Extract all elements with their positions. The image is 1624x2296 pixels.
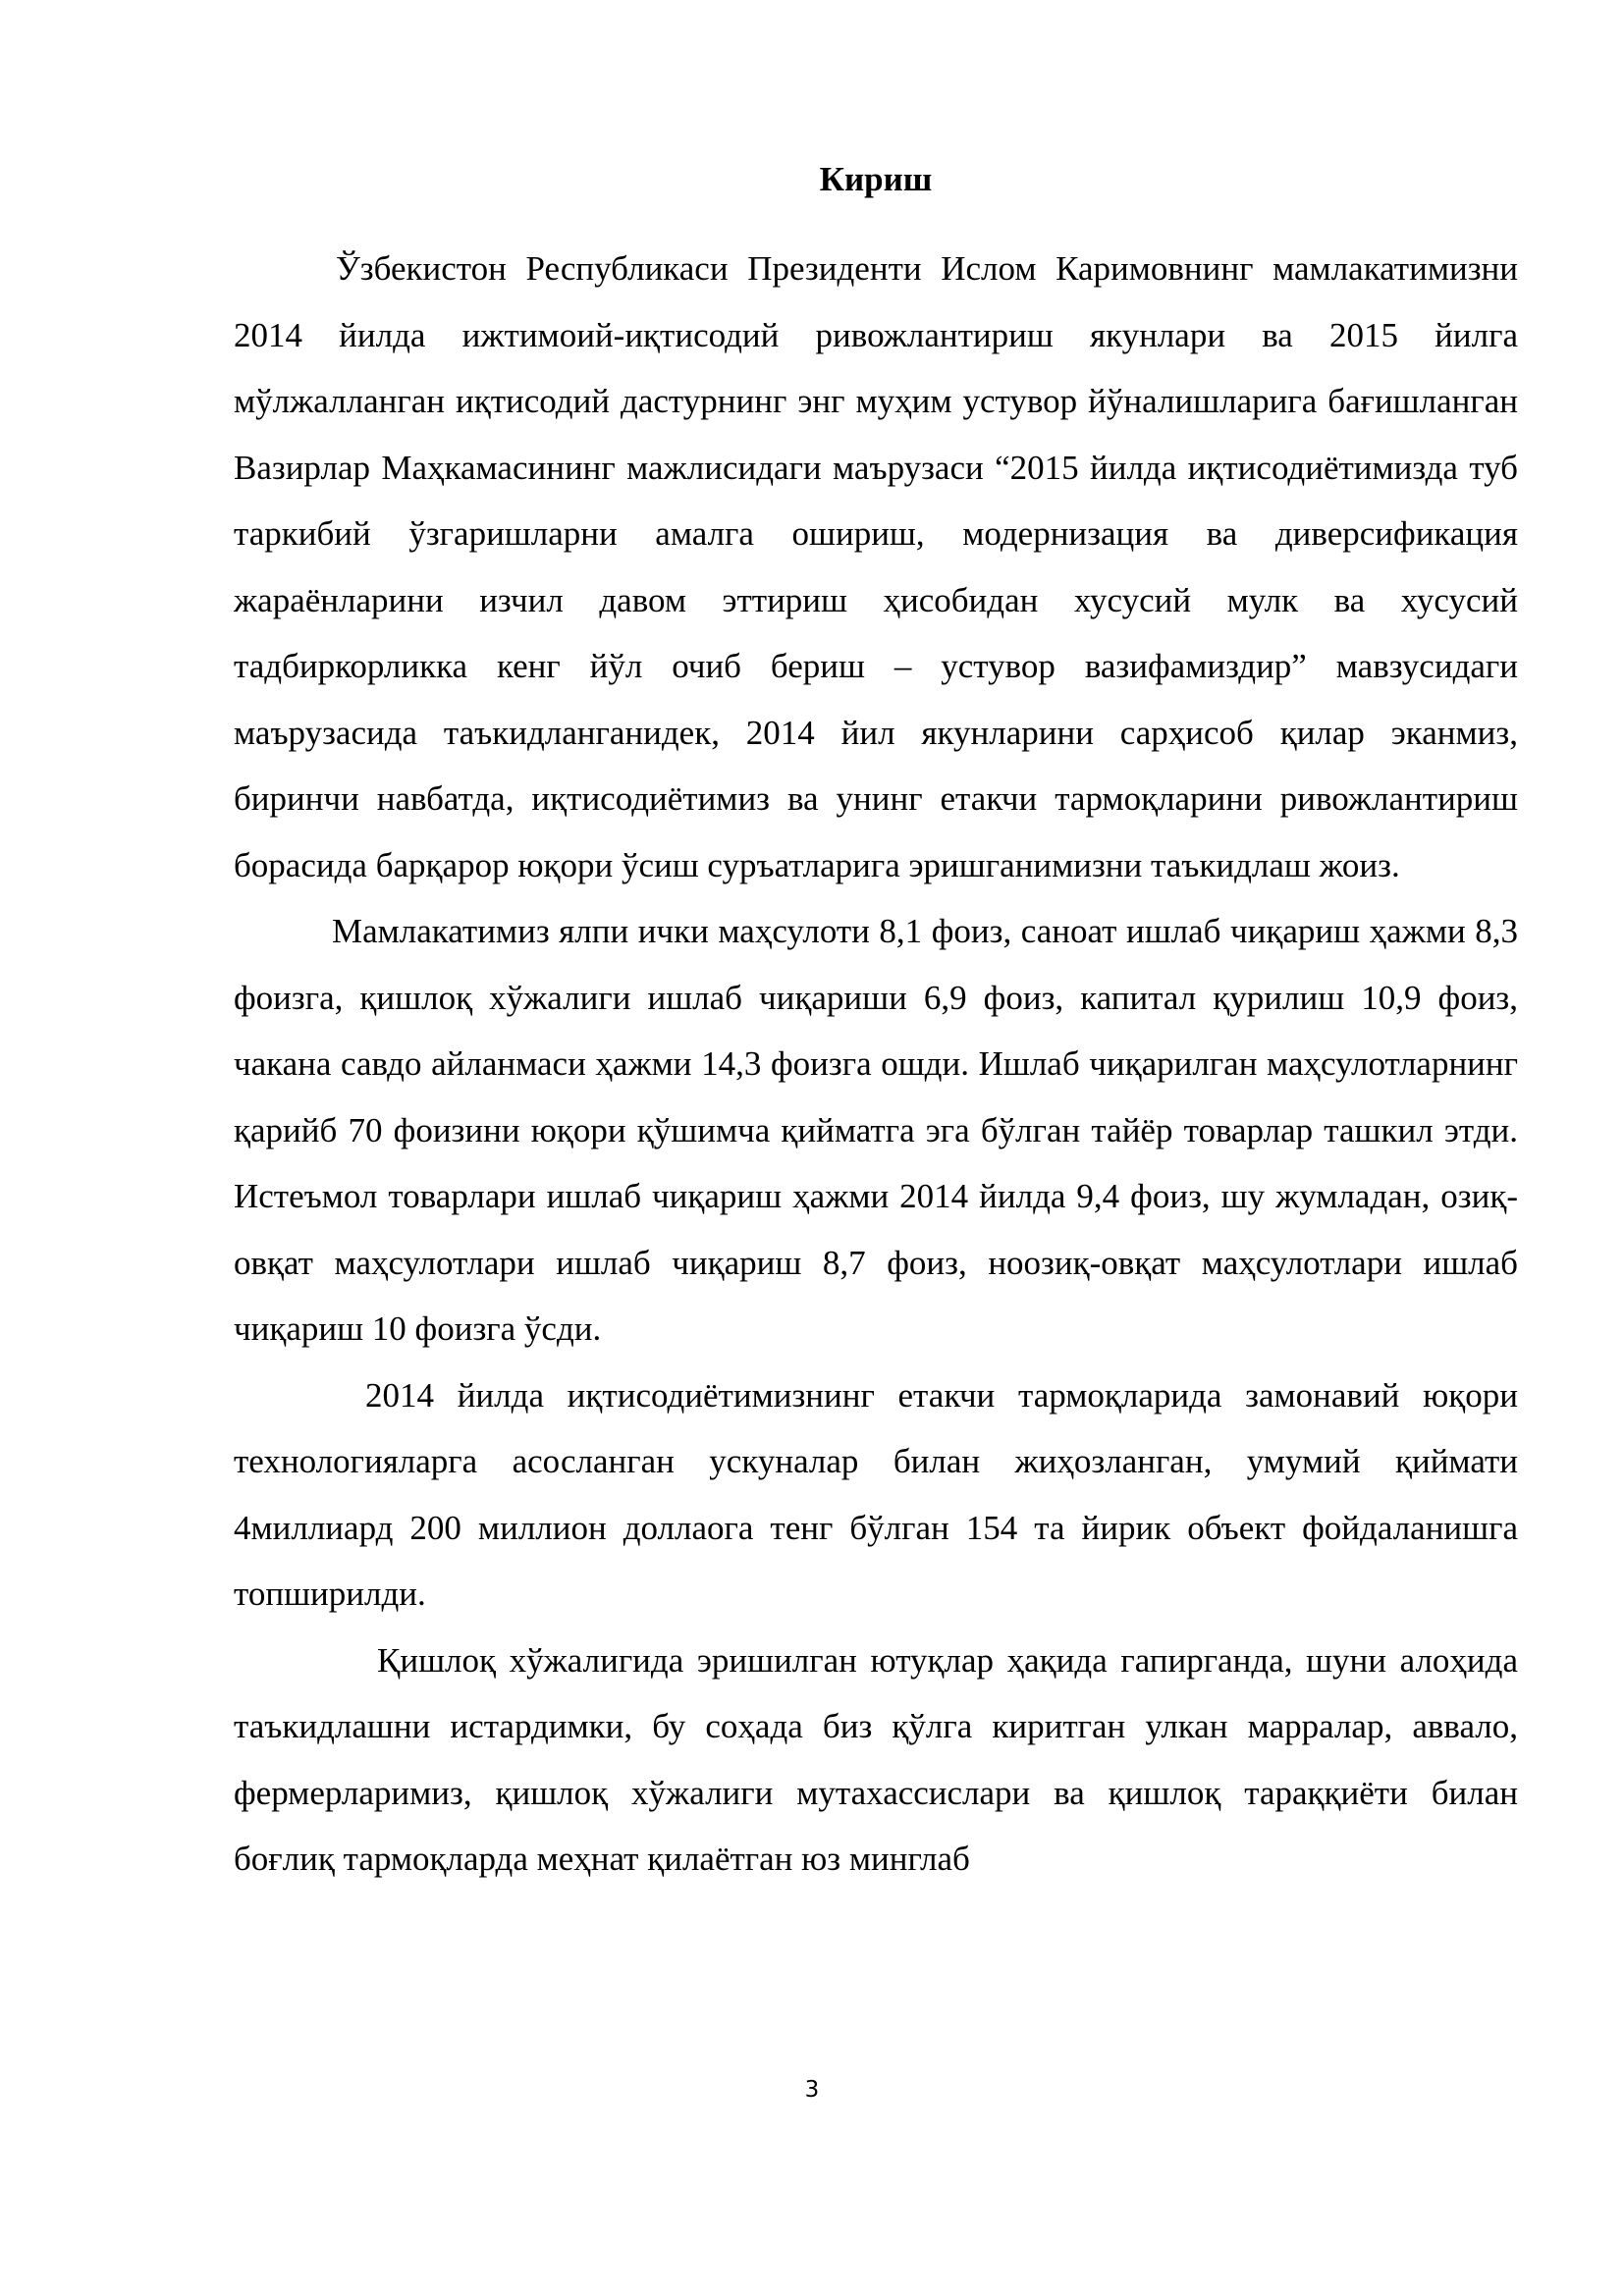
page-content bbox=[234, 157, 1518, 1893]
page-number: 3 bbox=[804, 2077, 820, 2103]
paragraph-gdp-growth: Мамлакатимиз ялпи ички маҳсулоти 8,1 фоиз, саноат ишлаб чиқариш ҳажми 8,3 фоизга, қишлоқ хўжалиги ишлаб чиқариши 6,9 фоиз, капитал қурилиш 10,9 фоиз, чакана савдо айланмаси ҳажми 14,3 фоизга ошди. Ишлаб чиқарилган маҳсулотларнинг қарийб 70 фоизини юқори қўшимча қийматга эга бўлган тайёр товарлар ташкил этди. Истеъмол товарлари ишлаб чиқариш ҳажми 2014 йилда 9,4 фоиз, шу жумладан, озиқ-овқат маҳсулотлари ишлаб чиқариш 8,7 фоиз, ноозиқ-овқат маҳсулотлари ишлаб чиқариш 10 фоизга ўсди. bbox=[234, 912, 1518, 1348]
paragraph-intro: Ўзбекистон Республикаси Президенти Ислом Каримовнинг мамлакатимизни 2014 йилда ижтимоий-иқтисодий ривожлантириш якунлари ва 2015 йилга мўлжалланган иқтисодий дастурнинг энг муҳим устувор йўналишларига бағишланган Вазирлар Маҳкамасининг мажлисидаги маърузаси “2015 йилда иқтисодиётимизда туб таркибий ўзгаришларни амалга ошириш, модернизация ва диверсификация жараёнларини изчил давом эттириш ҳисобидан хусусий мулк ва хусусий тадбиркорликка кенг йўл очиб бериш – устувор вазифамиздир” мавзусидаги маърузасида таъкидланганидек, 2014 йил якунларини сарҳисоб қилар эканмиз, биринчи навбатда, иқтисодиётимиз ва унинг етакчи тармоқларини ривожлантириш борасида барқарор юқори ўсиш суръатларига эришганимизни таъкидлаш жоиз. bbox=[234, 249, 1518, 884]
paragraph-agriculture: Қишлоқ хўжалигида эришилган ютуқлар ҳақида гапирганда, шуни алоҳида таъкидлашни истардимки, бу соҳада биз қўлга киритган улкан марралар, аввало, фермерларимиз, қишлоқ хўжалиги мутахассислари ва қишлоқ тараққиёти билан боғлиқ тармоқларда меҳнат қилаётган юз минглаб bbox=[234, 1640, 1518, 1878]
paragraph-industrial-objects: 2014 йилда иқтисодиётимизнинг етакчи тармоқларида замонавий юқори технологияларга асосланган ускуналар билан жиҳозланган, умумий қиймати 4миллиард 200 миллион доллаога тенг бўлган 154 та йирик объект фойдаланишга топширилди. bbox=[234, 1375, 1518, 1613]
page-title: Кириш bbox=[819, 160, 933, 198]
